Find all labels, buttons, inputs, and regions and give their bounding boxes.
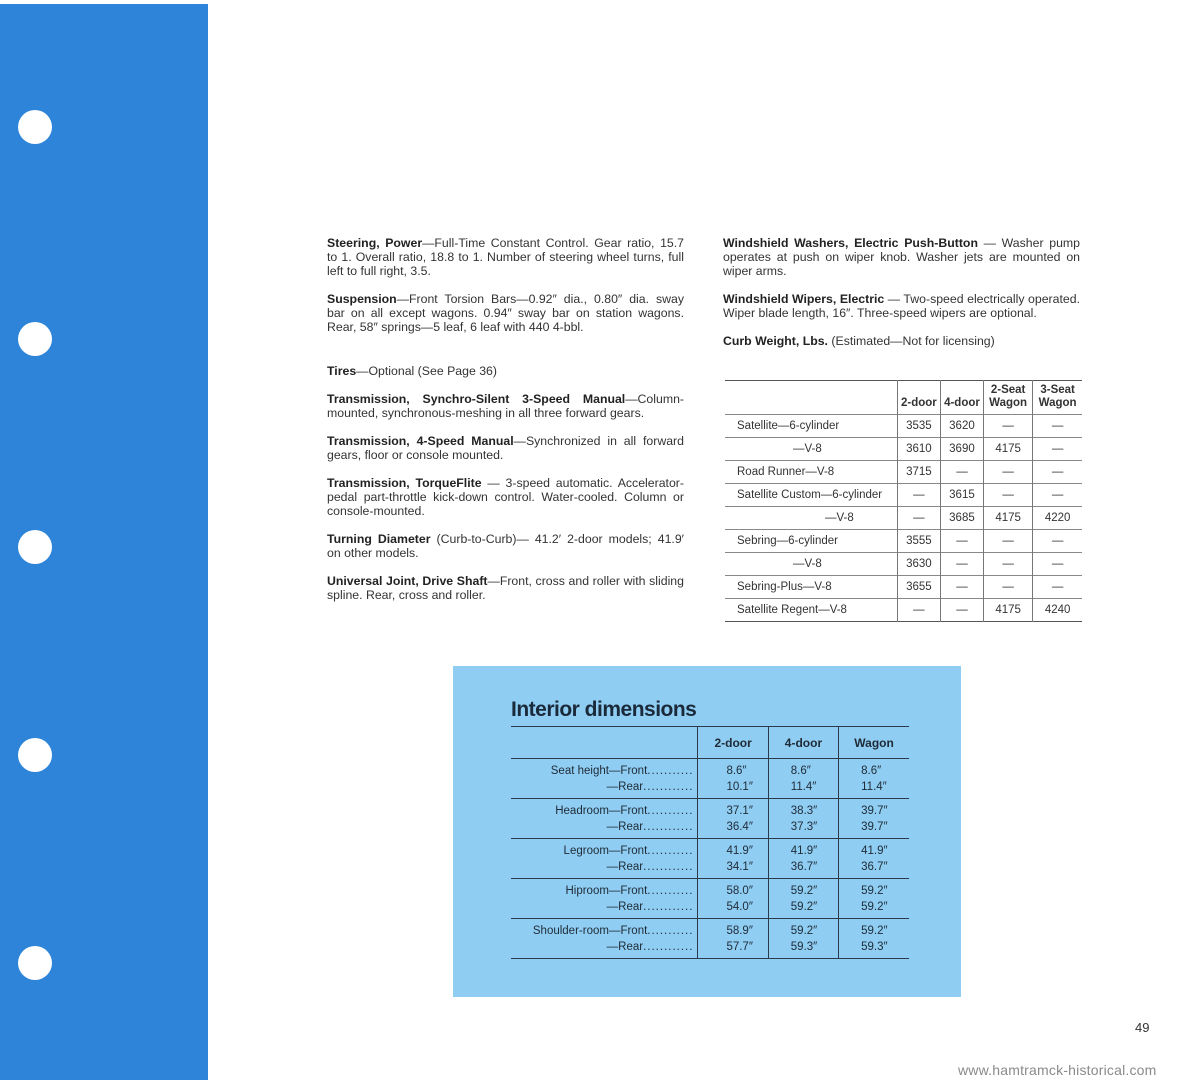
table-header: 2-door bbox=[698, 727, 768, 759]
label-text: Headroom—Front bbox=[555, 804, 648, 817]
row-label bbox=[511, 879, 698, 919]
table-cell: — bbox=[984, 576, 1033, 599]
table-row bbox=[725, 438, 1082, 461]
front-value: 8.6″ bbox=[790, 764, 811, 777]
table-row bbox=[725, 484, 1082, 507]
table-cell: — bbox=[1033, 484, 1082, 507]
header-line: Wagon bbox=[989, 397, 1028, 409]
row-label: —V-8 bbox=[725, 438, 897, 461]
table-cell: 4175 bbox=[984, 438, 1033, 461]
table-row bbox=[511, 919, 909, 959]
row-label: Satellite—6-cylinder bbox=[725, 415, 897, 438]
table-cell: — bbox=[984, 415, 1033, 438]
front-value: 58.9″ bbox=[726, 924, 753, 937]
dimension-cell bbox=[698, 919, 768, 959]
label-front bbox=[511, 843, 693, 859]
table-cell: — bbox=[1033, 576, 1082, 599]
dimension-cell bbox=[839, 919, 909, 959]
interior-dimensions-panel bbox=[453, 666, 961, 997]
row-label bbox=[511, 839, 698, 879]
rear-value: 34.1″ bbox=[726, 860, 753, 873]
table-cell: 4175 bbox=[984, 507, 1033, 530]
row-label: Satellite Regent—V-8 bbox=[725, 599, 897, 622]
front-value: 8.6″ bbox=[861, 764, 882, 777]
table-header bbox=[511, 727, 698, 759]
table-cell: 3615 bbox=[940, 484, 983, 507]
table-cell: 3610 bbox=[897, 438, 940, 461]
table-header: 4-door bbox=[940, 381, 983, 415]
front-value: 58.0″ bbox=[726, 884, 753, 897]
table-cell: — bbox=[940, 576, 983, 599]
label-text: Seat height—Front bbox=[550, 764, 648, 777]
table-cell: 4240 bbox=[1033, 599, 1082, 622]
header-line: Wagon bbox=[1038, 397, 1077, 409]
front-value: 41.9″ bbox=[726, 844, 753, 857]
dimension-cell bbox=[698, 879, 768, 919]
dimension-cell bbox=[839, 799, 909, 839]
binder-hole bbox=[18, 110, 52, 144]
spec-universal-joint: Universal Joint, Drive Shaft—Front, cross and roller with sliding spline. Rear, cross and roller. bbox=[327, 574, 684, 602]
front-value: 38.3″ bbox=[790, 804, 818, 817]
table-cell: — bbox=[897, 484, 940, 507]
label-front bbox=[511, 763, 693, 779]
rear-value: 59.3″ bbox=[790, 940, 818, 953]
spec-turning-diameter: Turning Diameter (Curb-to-Curb)— 41.2′ 2-door models; 41.9′ on other models. bbox=[327, 532, 684, 560]
dimension-cell bbox=[839, 879, 909, 919]
row-label: Satellite Custom—6-cylinder bbox=[725, 484, 897, 507]
table-cell: — bbox=[940, 461, 983, 484]
leader-dots: ........... bbox=[647, 844, 694, 857]
curb-weight-heading: Curb Weight, Lbs. (Estimated—Not for licensing) bbox=[723, 334, 995, 348]
table-cell: — bbox=[940, 530, 983, 553]
spec-windshield-wipers: Windshield Wipers, Electric — Two-speed electrically operated. Wiper blade length, 16″. Three-speed wipers are optional. bbox=[723, 292, 1080, 320]
binder-hole bbox=[18, 946, 52, 980]
table-row bbox=[511, 799, 909, 839]
leader-dots: ........... bbox=[647, 804, 694, 817]
table-cell: — bbox=[984, 530, 1033, 553]
rear-value: 36.7″ bbox=[790, 860, 818, 873]
table-header-row bbox=[725, 381, 1082, 415]
label-text: —Rear bbox=[606, 860, 644, 873]
binder-edge-strip bbox=[0, 0, 208, 1080]
rear-value: 11.4″ bbox=[790, 780, 817, 793]
leader-dots: ........... bbox=[647, 764, 694, 777]
leader-dots: ........... bbox=[647, 884, 694, 897]
dimension-cell bbox=[698, 839, 768, 879]
binder-hole bbox=[18, 738, 52, 772]
label-front bbox=[511, 803, 693, 819]
label-text: —Rear bbox=[606, 900, 644, 913]
rear-value: 36.4″ bbox=[726, 820, 753, 833]
dimension-cell bbox=[698, 759, 768, 799]
spec-left-column bbox=[327, 236, 684, 616]
label-rear bbox=[511, 779, 693, 795]
row-label: —V-8 bbox=[725, 507, 897, 530]
table-header: Wagon bbox=[839, 727, 909, 759]
spec-windshield-washers: Windshield Washers, Electric Push-Button — Washer pump operates at push on wiper knob. Washer jets are mounted on wiper arms. bbox=[723, 236, 1081, 278]
spec-transmission-4speed: Transmission, 4-Speed Manual—Synchronized in all forward gears, floor or console mounted. bbox=[327, 434, 684, 462]
binder-hole bbox=[18, 322, 52, 356]
label-front bbox=[511, 883, 693, 899]
table-cell: — bbox=[1033, 530, 1082, 553]
row-label bbox=[511, 799, 698, 839]
rear-value: 39.7″ bbox=[861, 820, 888, 833]
label-front bbox=[511, 923, 693, 939]
front-value: 39.7″ bbox=[861, 804, 888, 817]
label-rear bbox=[511, 819, 693, 835]
table-cell: — bbox=[1033, 461, 1082, 484]
watermark: www.hamtramck-historical.com bbox=[958, 1062, 1157, 1078]
table-row bbox=[511, 839, 909, 879]
table-cell: 3535 bbox=[897, 415, 940, 438]
leader-dots: ............ bbox=[643, 780, 694, 793]
table-cell: 4175 bbox=[984, 599, 1033, 622]
table-cell: — bbox=[940, 599, 983, 622]
rear-value: 59.3″ bbox=[861, 940, 888, 953]
rear-value: 11.4″ bbox=[861, 780, 887, 793]
spec-right-column bbox=[723, 236, 1080, 348]
dimension-cell bbox=[839, 759, 909, 799]
spec-steering: Steering, Power—Full-Time Constant Control. Gear ratio, 15.7 to 1. Overall ratio, 18.8 to 1. Number of steering wheel turns, full left to full right, 3.5. bbox=[327, 236, 684, 278]
spec-transmission-torqueflite: Transmission, TorqueFlite — 3-speed automatic. Accelerator-pedal part-throttle kick-down control. Water-cooled. Column or console-mounted. bbox=[327, 476, 684, 518]
table-header-row bbox=[511, 727, 909, 759]
front-value: 59.2″ bbox=[790, 924, 818, 937]
leader-dots: ............ bbox=[643, 900, 694, 913]
spec-tires: Tires—Optional (See Page 36) bbox=[327, 364, 497, 378]
table-cell: — bbox=[897, 599, 940, 622]
page-number: 49 bbox=[1135, 1020, 1150, 1035]
rear-value: 59.2″ bbox=[861, 900, 888, 913]
dimension-cell bbox=[698, 799, 768, 839]
label-rear bbox=[511, 939, 693, 955]
leader-dots: ............ bbox=[643, 860, 694, 873]
rear-value: 54.0″ bbox=[726, 900, 753, 913]
dimension-cell bbox=[768, 759, 838, 799]
rear-value: 59.2″ bbox=[790, 900, 818, 913]
leader-dots: ............ bbox=[643, 940, 694, 953]
header-line: 3-Seat bbox=[1040, 384, 1075, 396]
table-row bbox=[725, 530, 1082, 553]
table-cell: 3685 bbox=[940, 507, 983, 530]
label-text: Hiproom—Front bbox=[565, 884, 648, 897]
row-label: Sebring—6-cylinder bbox=[725, 530, 897, 553]
table-cell: — bbox=[984, 553, 1033, 576]
row-label: Sebring-Plus—V-8 bbox=[725, 576, 897, 599]
leader-dots: ............ bbox=[643, 820, 694, 833]
table-cell: — bbox=[1033, 438, 1082, 461]
label-rear bbox=[511, 859, 693, 875]
front-value: 41.9″ bbox=[790, 844, 818, 857]
table-header bbox=[725, 381, 897, 415]
table-cell: — bbox=[984, 484, 1033, 507]
label-text: Shoulder-room—Front bbox=[532, 924, 648, 937]
interior-dimensions-title: Interior dimensions bbox=[511, 698, 697, 721]
table-row bbox=[511, 759, 909, 799]
table-row bbox=[725, 415, 1082, 438]
rear-value: 37.3″ bbox=[790, 820, 818, 833]
dimension-cell bbox=[768, 919, 838, 959]
row-label: —V-8 bbox=[725, 553, 897, 576]
leader-dots: ........... bbox=[647, 924, 694, 937]
table-cell: — bbox=[984, 461, 1033, 484]
front-value: 41.9″ bbox=[861, 844, 888, 857]
table-cell: 3620 bbox=[940, 415, 983, 438]
front-value: 59.2″ bbox=[861, 884, 888, 897]
table-cell: 3555 bbox=[897, 530, 940, 553]
dimension-cell bbox=[768, 799, 838, 839]
table-row bbox=[725, 553, 1082, 576]
table-cell: 3655 bbox=[897, 576, 940, 599]
table-row bbox=[725, 507, 1082, 530]
row-label: Road Runner—V-8 bbox=[725, 461, 897, 484]
table-cell: 4220 bbox=[1033, 507, 1082, 530]
table-cell: 3630 bbox=[897, 553, 940, 576]
table-cell: — bbox=[897, 507, 940, 530]
table-header: 2-door bbox=[897, 381, 940, 415]
table-header bbox=[1033, 381, 1082, 415]
table-header: 4-door bbox=[768, 727, 838, 759]
front-value: 37.1″ bbox=[726, 804, 753, 817]
label-rear bbox=[511, 899, 693, 915]
front-value: 8.6″ bbox=[726, 764, 747, 777]
interior-dimensions-table bbox=[511, 726, 909, 959]
label-text: —Rear bbox=[606, 780, 644, 793]
table-row bbox=[725, 576, 1082, 599]
label-text: —Rear bbox=[606, 820, 644, 833]
binder-hole bbox=[18, 530, 52, 564]
dimension-cell bbox=[839, 839, 909, 879]
table-cell: 3715 bbox=[897, 461, 940, 484]
label-text: —Rear bbox=[606, 940, 644, 953]
table-cell: — bbox=[1033, 415, 1082, 438]
table-cell: — bbox=[940, 553, 983, 576]
spec-transmission-3speed: Transmission, Synchro-Silent 3-Speed Manual—Column-mounted, synchronous-meshing in all three forward gears. bbox=[327, 392, 684, 420]
row-label bbox=[511, 759, 698, 799]
curb-weight-table bbox=[725, 380, 1082, 622]
dimension-cell bbox=[768, 839, 838, 879]
table-cell: — bbox=[1033, 553, 1082, 576]
rear-value: 36.7″ bbox=[861, 860, 888, 873]
dimension-cell bbox=[768, 879, 838, 919]
table-row bbox=[511, 879, 909, 919]
spec-suspension: Suspension—Front Torsion Bars—0.92″ dia., 0.80″ dia. sway bar on all except wagons. 0.94″ sway bar on station wagons. Rear, 58″ springs—5 leaf, 6 leaf with 440 4-bbl. bbox=[327, 292, 684, 334]
table-cell: 3690 bbox=[940, 438, 983, 461]
row-label bbox=[511, 919, 698, 959]
table-row bbox=[725, 461, 1082, 484]
rear-value: 10.1″ bbox=[726, 780, 753, 793]
table-header bbox=[984, 381, 1033, 415]
label-text: Legroom—Front bbox=[563, 844, 648, 857]
header-line: 2-Seat bbox=[990, 384, 1026, 396]
rear-value: 57.7″ bbox=[726, 940, 753, 953]
front-value: 59.2″ bbox=[790, 884, 818, 897]
front-value: 59.2″ bbox=[861, 924, 888, 937]
table-row bbox=[725, 599, 1082, 622]
